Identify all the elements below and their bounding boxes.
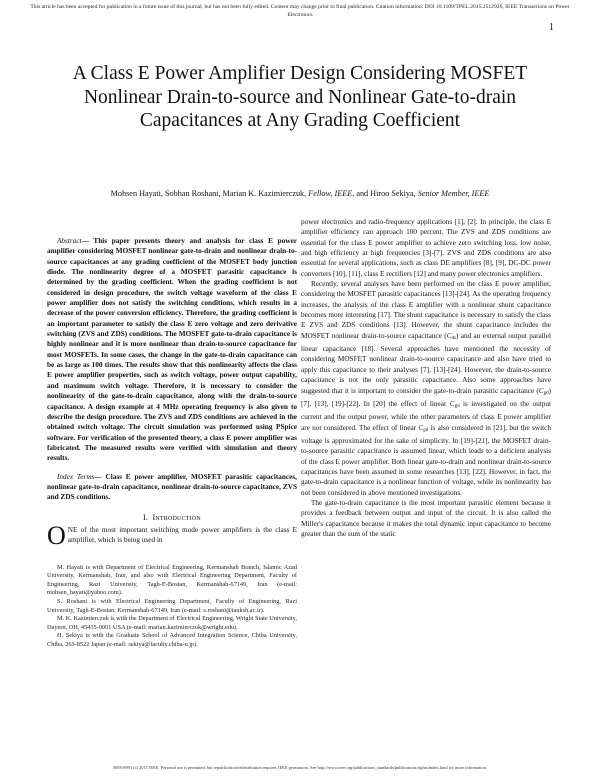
footnote: M. K. Kazimierczuk is with the Department of Electrical Engineering, Wright State University, Dayton, OH, 45435-0001 USA (e-mail: marian.kazimierczuk@wright.edu). <box>47 615 297 631</box>
abstract-label: Abstract <box>57 237 82 245</box>
intro-paragraph: ONE of the most important switching mode power amplifiers is the class E amplifier, which is being used in <box>47 520 297 550</box>
body-paragraph: Recently, several analyses have been performed on the class E power amplifier, considering the MOSFET parasitic capacitances [13]-[24]. As the operating frequency increases, the analysis of the class E amplifier with a nonlinear shunt capacitance becomes more interesting [17]. The shunt capacitance is necessary to satisfy the class E ZVS and ZDS conditions [13]. However, the shunt capacitance includes the MOSFET nonlinear drain-to-source capacitance $(C_{ds})$ and an external output parallel linear capacitance [18]. Several approaches have mentioned the necessity of considering MOSFET nonlinear drain-to-source capacitance and also have tried to apply this capacitance to their analyses [7], [13]-[24]. However, the drain-to-source capacitance is not the only parasitic capacitance. Also some approaches have suggested that it is important to consider the gate-to-drain parasitic capacitance $(C_{gd})$ [7], [13], [19]-[22]. In [20] the effect of linear $C_{gd}$ is investigated on the output current and the output power, while the other parameters of class E power amplifier are not considered. The effect of linear $C_{gd}$ is also considered in [21], but the switch voltage is approximated for the sake of simplicity. In [19]-[21], the MOSFET drain-to-source parasitic capacitance is assumed linear, which leads to a deficient analysis of the class E power amplifier. Both linear gate-to-drain and nonlinear drain-to-source capacitances have been assumed in some researches [13], [22]. However, in fact, the gate-to-drain capacitance is a nonlinear function of voltage, while its nonlinearity has not been considered in above mentioned investigations. <box>301 280 552 497</box>
author-grade: Fellow, IEEE <box>308 189 353 198</box>
author-names: Mohsen Hayati, Sobhan Roshani, Marian K. Kazimierczuk, <box>110 189 309 198</box>
page-number: 1 <box>549 22 554 33</box>
body-paragraph: power electronics and radio-frequency applications [1], [2]. In principle, the class E amplifier efficiency can approach 100 percent. The ZVS and ZDS conditions are essential for the class E power amplifier to achieve zero switching loss, low noise, and high efficiency at high frequencies [3]-[7]. ZVS and ZDS conditions are also essential for several applications, such as class DE amplifiers [8], [9], DC-DC power converters [10], [11], class E rectifiers [12] and many power electronics amplifiers. <box>301 218 551 278</box>
index-terms-text: — Class E power amplifier, MOSFET parasitic capacitances, nonlinear gate-to-drain capacitance, nonlinear drain-to-source capacitance, ZVS and ZDS conditions. <box>47 472 297 502</box>
author-footnotes <box>47 564 297 650</box>
index-terms <box>47 472 297 503</box>
acceptance-notice: This article has been accepted for publication in a future issue of this journal, but has not been fully edited. Content may change prior to final publication. Citation information: DOI 10.1109/TPEL.2015.2512926, IEEE Transactions on Power Electronics <box>30 4 570 18</box>
drop-cap: O <box>47 520 66 550</box>
copyright-footer: 0885-8993 (c) 2015 IEEE. Personal use is permitted, but republication/redistribution requires IEEE permission. See http://www.ieee.org/publications_standards/publications/rights/index.html for more information. <box>113 765 487 770</box>
paper-title: A Class E Power Amplifier Design Considering MOSFET Nonlinear Drain-to-source and Nonlinear Gate-to-drain Capacitances at Any Grading Coefficient <box>72 63 528 131</box>
footnote: H. Sekiya is with the Graduate School of Advanced Integration Science, Chiba University, Chiba, 263-8522 Japan (e-mail: sekiya@faculty.chiba-u.jp). <box>47 632 297 648</box>
footnote: M. Hayati is with Department of Electrical Engineering, Kermanshah Branch, Islamic Azad University, Kermanshah, Iran, and also with Electrical Engineering Department, Faculty of Engineering, Razi University, Tagh-E-Bostan, Kermanshah-67149, Iran (e-mail: mohsen_hayati@yahoo.com). <box>47 563 297 597</box>
author-names: , and Hiroo Sekiya, <box>352 189 418 198</box>
left-column <box>47 236 297 650</box>
section-heading: I. Introduction <box>143 512 201 522</box>
abstract <box>47 236 297 464</box>
right-column <box>301 217 551 539</box>
abstract-text: — This paper presents theory and analysis for class E power amplifier considering MOSFET nonlinear gate-to-drain and nonlinear drain-to-source capacitances at any grading coefficient of the MOSFET body junction diode. The nonlinearity degree of a MOSFET parasitic capacitance is determined by the grading coefficient. When the grading coefficient is not considered in design procedure, the switch voltage waveform of the class E power amplifier does not satisfy the switching conditions, which results in a decrease of the power conversion efficiency. Therefore, the grading coefficient is an important parameter to satisfy the class E zero voltage and zero derivative switching (ZVS and ZDS) conditions. The MOSFET gate-to-drain capacitance is highly nonlinear and it is more nonlinear than drain-to-source capacitance for most MOSFETs. In some cases, the change in the gate-to-drain capacitance can be as large as 100 times. The results show that this nonlinearity affects the class E power amplifier properties, such as switch voltage, power output capability, and maximum switch voltage. Therefore, it is necessary to consider the nonlinearity of the gate-to-drain capacitance, along with the drain-to-source capacitance. A design example at 4 MHz operating frequency is also given to describe the design procedure. The ZVS and ZDS conditions are achieved in the obtained switch voltage. The circuit simulation was performed using PSpice software. For verification of the presented theory, a class E power amplifier was fabricated. The measured results were verified with simulation and theory results. <box>47 237 297 463</box>
author-grade: Senior Member, IEEE <box>417 189 490 198</box>
body-paragraph: The gate-to-drain capacitance is the most important parasitic element because it provides a feedback between output and input of the circuit. It is also called the Miller's capacitance because it makes the total dynamic input capacitance to become greater than the sum of the static <box>301 498 551 538</box>
footnote: S. Roshani is with Electrical Engineering Department, Faculty of Engineering, Razi University, Tagh-E-Bostan, Kermanshah-67149, Iran (e-mail: s.roshani@iauksh.ac.ir). <box>47 598 297 614</box>
index-terms-label: Index Terms <box>57 472 95 481</box>
author-list <box>60 188 540 199</box>
